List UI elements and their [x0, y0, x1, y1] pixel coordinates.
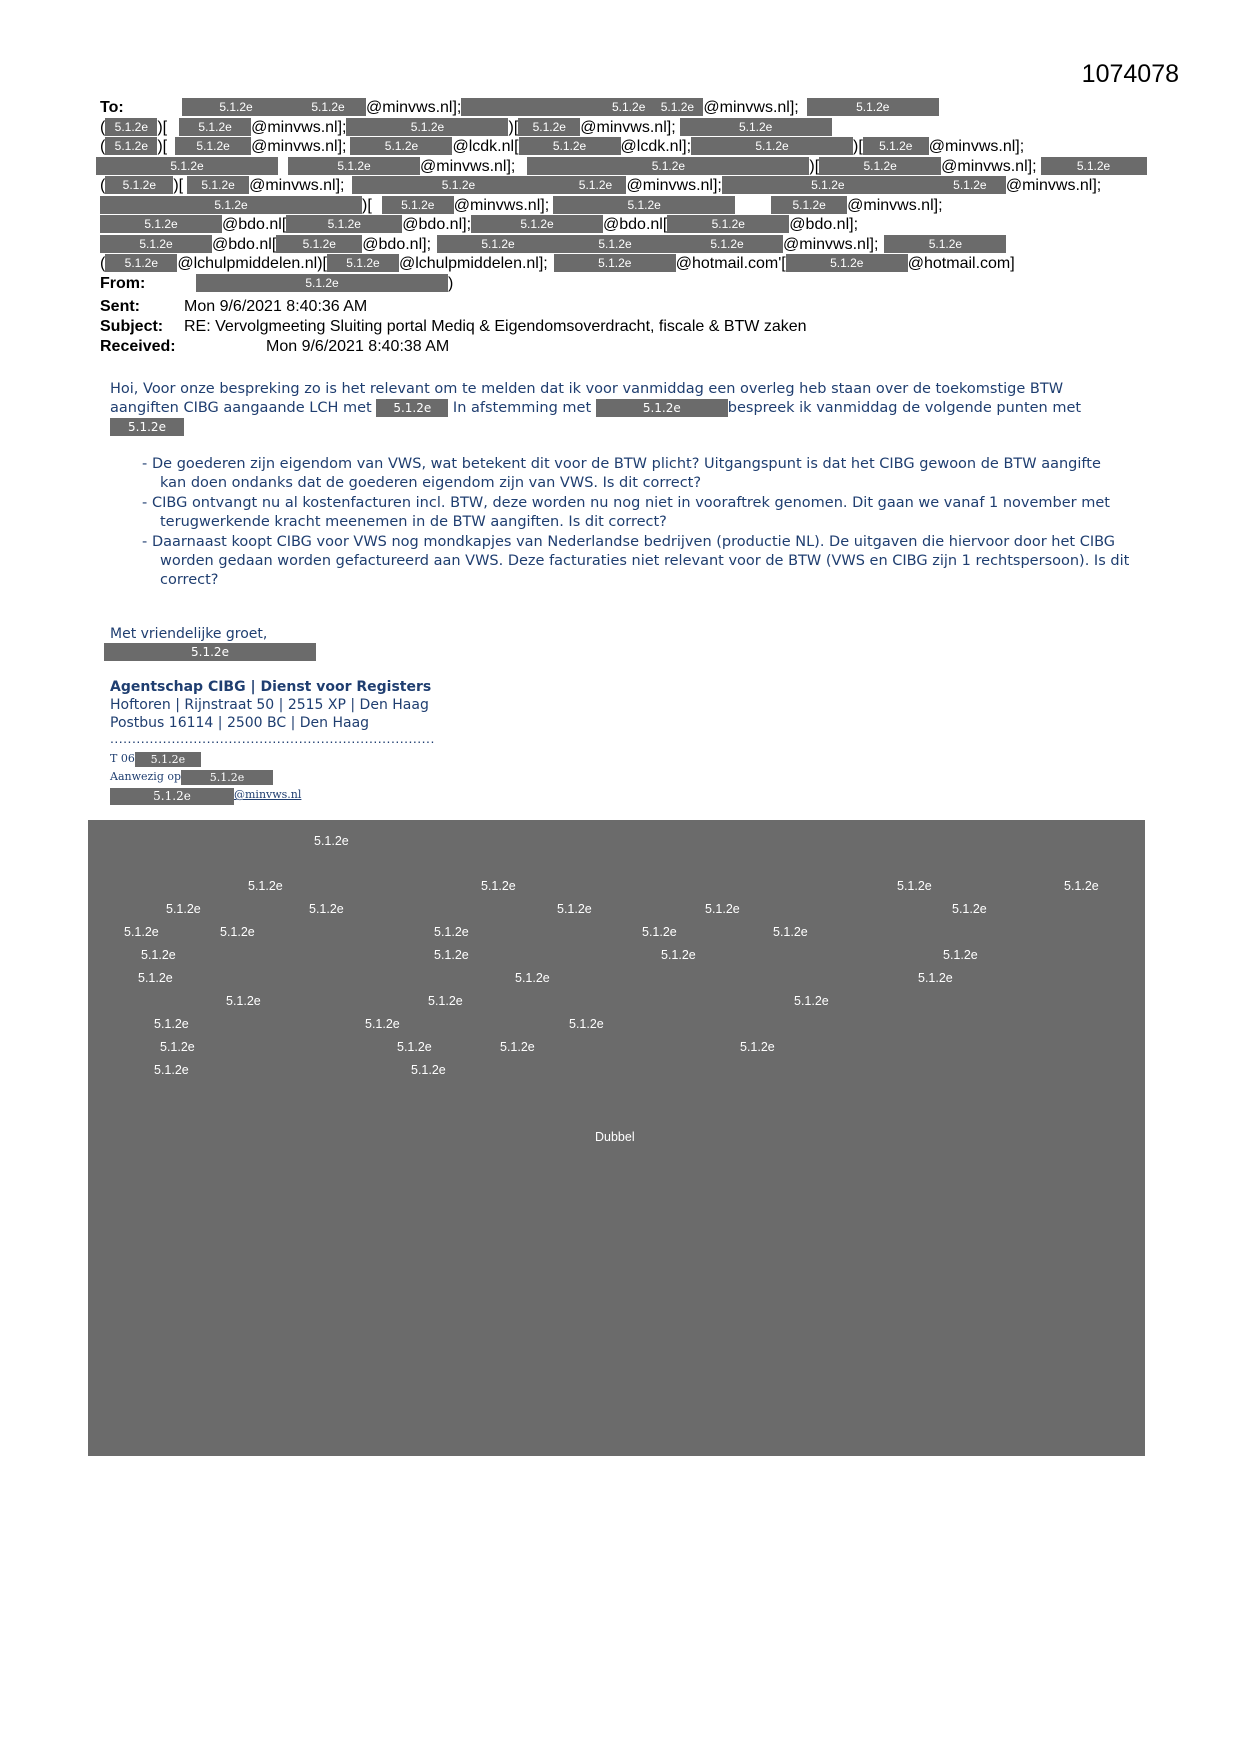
redaction: 5.1.2e	[884, 235, 1006, 253]
redaction: 5.1.2e	[179, 118, 251, 136]
list-item	[110, 494, 1130, 532]
email-domain: @minvws.nl];	[580, 118, 676, 136]
question-list	[110, 455, 1130, 590]
subject-value: RE: Vervolgmeeting Sluiting portal Mediq & Eigendomsoverdracht, fiscale & BTW zaken	[184, 318, 807, 335]
redaction-tag: 5.1.2e	[411, 1063, 446, 1077]
redaction-tag: 5.1.2e	[309, 902, 344, 916]
redaction-tag: 5.1.2e	[1064, 879, 1099, 893]
redaction: 5.1.2e	[559, 235, 671, 253]
redaction: 5.1.2e	[327, 254, 399, 272]
redaction-tag: 5.1.2e	[773, 925, 808, 939]
list-item-text: - De goederen zijn eigendom van VWS, wat betekent dit voor de BTW plicht? Uitgangspunt is dat het CIBG gewoon de BTW aangifte kan doen ondanks dat de goederen eigendom zijn van VWS. Is dit correct?	[152, 456, 1101, 491]
presence-row	[110, 770, 273, 785]
redaction: 5.1.2e	[104, 643, 316, 661]
presence-label: Aanwezig op	[110, 770, 182, 783]
paren: (	[100, 118, 106, 136]
email-domain: @minvws.nl];	[249, 177, 345, 194]
from-line	[100, 274, 1140, 294]
to-line-7	[100, 215, 1140, 235]
redaction-tag: 5.1.2e	[160, 1040, 195, 1054]
list-item-text: - CIBG ontvangt nu al kostenfacturen incl. BTW, deze worden nu nog niet in vooraftrek genomen. Dit gaan we vanaf 1 november met terugwerkende kracht meenemen in de BTW aangiften. Is dit correct?	[152, 495, 1110, 530]
email-domain: @bdo.nl];	[402, 216, 472, 233]
email-domain: @minvws.nl];	[941, 157, 1037, 175]
redaction-tag: 5.1.2e	[434, 925, 469, 939]
agency-name: Agentschap CIBG | Dienst voor Registers	[110, 679, 432, 695]
redaction-tag: 5.1.2e	[428, 994, 463, 1008]
redaction: 5.1.2e	[96, 157, 278, 175]
visit-address: Hoftoren | Rijnstraat 50 | 2515 XP | Den Haag	[110, 697, 429, 713]
paren: )	[448, 274, 454, 292]
redaction: 5.1.2e	[196, 274, 448, 292]
email-domain: @minvws.nl];	[626, 177, 722, 194]
redaction: 5.1.2e	[105, 176, 173, 194]
email-link[interactable]: @minvws.nl	[234, 788, 302, 801]
redaction-tag: 5.1.2e	[918, 971, 953, 985]
redaction: 5.1.2e	[352, 176, 564, 194]
to-line-9	[100, 254, 1140, 274]
redaction: 5.1.2e	[346, 118, 508, 136]
email-row	[110, 788, 301, 805]
bracket: )[	[508, 118, 519, 136]
redaction: 5.1.2e	[135, 752, 201, 767]
phone-row	[110, 752, 201, 767]
redaction-tag: 5.1.2e	[952, 902, 987, 916]
redaction: 5.1.2e	[100, 235, 212, 253]
redaction-tag: 5.1.2e	[166, 902, 201, 916]
closing	[110, 626, 316, 661]
sent-label: Sent:	[100, 298, 140, 315]
redaction: 5.1.2e	[100, 215, 222, 233]
redaction: 5.1.2e	[554, 254, 676, 272]
redaction-tag: 5.1.2e	[154, 1017, 189, 1031]
to-line-6	[100, 196, 1140, 216]
intro-text: In afstemming met	[452, 400, 592, 416]
sent-value: Mon 9/6/2021 8:40:36 AM	[184, 298, 368, 315]
redaction: 5.1.2e	[527, 157, 809, 175]
redaction: 5.1.2e	[110, 418, 184, 436]
redaction-tag: 5.1.2e	[705, 902, 740, 916]
redaction: 5.1.2e	[286, 215, 402, 233]
redaction: 5.1.2e	[667, 215, 789, 233]
redaction-tag: 5.1.2e	[154, 1063, 189, 1077]
redaction-tag: 5.1.2e	[481, 879, 516, 893]
email-domain: @minvws.nl];	[251, 138, 347, 155]
bracket: )[	[809, 157, 820, 175]
redaction-tag: 5.1.2e	[569, 1017, 604, 1031]
redacted-block	[88, 820, 1145, 1456]
redaction-tag: 5.1.2e	[642, 925, 677, 939]
redaction: 5.1.2e	[553, 196, 735, 214]
email-domain: @minvws.nl];	[251, 118, 347, 136]
redaction: 5.1.2e	[276, 235, 362, 253]
redaction: 5.1.2e	[1041, 157, 1147, 175]
redaction: 5.1.2e	[175, 137, 251, 155]
redaction-tag: 5.1.2e	[515, 971, 550, 985]
redaction: 5.1.2e	[105, 118, 157, 136]
redaction-tag: 5.1.2e	[220, 925, 255, 939]
email-domain: @bdo.nl[	[222, 216, 287, 233]
paren: (	[100, 138, 106, 155]
redaction: 5.1.2e	[376, 399, 448, 417]
redaction-tag: 5.1.2e	[248, 879, 283, 893]
email-domain: @lcdk.nl];	[620, 138, 692, 155]
subject-label: Subject:	[100, 318, 164, 335]
redaction-tag: 5.1.2e	[226, 994, 261, 1008]
to-line-5	[100, 176, 1140, 196]
list-item-text: - Daarnaast koopt CIBG voor VWS nog mondkapjes van Nederlandse bedrijven (productie NL). De uitgaven die hiervoor door het CIBG worden gedaan worden gefactureerd aan VWS. Deze facturaties niet relevant voor de BTW (VWS en CIBG zijn 1 rechtspersoon). Is dit correct?	[152, 534, 1130, 588]
redaction-tag: 5.1.2e	[141, 948, 176, 962]
redaction: 5.1.2e	[110, 788, 234, 805]
intro-text: Hoi, Voor onze bespreking zo is het relevant om te melden dat ik voor vanmiddag een overleg heb staan over de toekomstige BTW aangiften CIBG aangaande LCH met	[110, 381, 1064, 416]
redaction: 5.1.2e	[691, 137, 853, 155]
bracket: )[	[853, 138, 863, 155]
redaction: 5.1.2e	[651, 98, 703, 116]
closing-text: Met vriendelijke groet,	[110, 626, 268, 642]
from-label: From:	[100, 274, 146, 292]
email-body	[110, 380, 1130, 591]
email-domain: @lcdk.nl[	[452, 138, 519, 155]
redaction: 5.1.2e	[518, 118, 580, 136]
redaction: 5.1.2e	[471, 215, 603, 233]
redaction-tag: 5.1.2e	[365, 1017, 400, 1031]
redaction-tag: 5.1.2e	[434, 948, 469, 962]
signature-block	[110, 678, 431, 732]
redaction-tag: 5.1.2e	[314, 834, 349, 848]
redaction: 5.1.2e	[819, 157, 941, 175]
email-header	[100, 98, 1140, 293]
paren: (	[100, 255, 106, 272]
email-domain: @minvws.nl];	[420, 157, 516, 175]
redaction-tag: 5.1.2e	[794, 994, 829, 1008]
redaction: 5.1.2e	[934, 176, 1006, 194]
email-domain: @hotmail.com]	[907, 255, 1015, 272]
redaction: 5.1.2e	[182, 98, 290, 116]
divider: ..........................................................................	[110, 730, 435, 746]
redaction-tag: 5.1.2e	[397, 1040, 432, 1054]
redaction: 5.1.2e	[105, 254, 177, 272]
email-domain: @minvws.nl];	[847, 196, 943, 214]
bracket: )[	[362, 196, 372, 214]
redaction: 5.1.2e	[437, 235, 559, 253]
redaction: 5.1.2e	[680, 118, 832, 136]
received-value: Mon 9/6/2021 8:40:38 AM	[266, 338, 450, 355]
email-domain: @bdo.nl[	[212, 235, 277, 253]
redaction: 5.1.2e	[350, 137, 452, 155]
received-label: Received:	[100, 338, 176, 355]
subject-row	[100, 318, 807, 336]
redaction: 5.1.2e	[382, 196, 454, 214]
to-line-1	[100, 98, 1140, 118]
list-item	[110, 533, 1130, 590]
redaction-tag: 5.1.2e	[124, 925, 159, 939]
to-line-3	[100, 137, 1140, 157]
intro-text: bespreek ik vanmiddag de volgende punten met	[727, 400, 1082, 416]
redaction: 5.1.2e	[105, 137, 157, 155]
redaction-tag: 5.1.2e	[557, 902, 592, 916]
paren: (	[100, 177, 106, 194]
redaction: 5.1.2e	[100, 196, 362, 214]
email-domain: @lchulpmiddelen.nl];	[398, 255, 548, 272]
redaction-tag: 5.1.2e	[740, 1040, 775, 1054]
document-id: 1074078	[1081, 60, 1179, 88]
duplicate-label: Dubbel	[595, 1130, 635, 1144]
email-domain: @minvws.nl];	[366, 99, 462, 116]
redaction: 5.1.2e	[671, 235, 783, 253]
email-domain: @minvws.nl];	[928, 138, 1025, 155]
redaction-tag: 5.1.2e	[500, 1040, 535, 1054]
redaction-tag: 5.1.2e	[138, 971, 173, 985]
email-domain: @bdo.nl];	[362, 235, 432, 253]
email-domain: @minvws.nl];	[703, 99, 799, 116]
to-label: To:	[100, 99, 124, 116]
redaction-tag: 5.1.2e	[943, 948, 978, 962]
redaction: 5.1.2e	[863, 137, 929, 155]
sent-row	[100, 298, 367, 316]
email-domain: @minvws.nl];	[783, 235, 879, 253]
bracket: )[	[157, 118, 168, 136]
redaction: 5.1.2e	[519, 137, 621, 155]
redaction: 5.1.2e	[461, 98, 651, 116]
list-item	[110, 455, 1130, 493]
to-line-2	[100, 118, 1140, 138]
redaction: 5.1.2e	[187, 176, 249, 194]
redaction: 5.1.2e	[771, 196, 847, 214]
bracket: )[	[173, 177, 184, 194]
intro-paragraph	[110, 380, 1130, 437]
to-line-8	[100, 235, 1140, 255]
postal-address: Postbus 16114 | 2500 BC | Den Haag	[110, 715, 370, 731]
redaction: 5.1.2e	[288, 157, 420, 175]
redaction-tag: 5.1.2e	[897, 879, 932, 893]
phone-prefix: T 06	[110, 752, 135, 765]
email-domain: @lchulpmiddelen.nl)[	[177, 255, 327, 272]
email-domain: @minvws.nl];	[1005, 177, 1102, 194]
redaction: 5.1.2e	[596, 399, 728, 417]
redaction: 5.1.2e	[786, 254, 908, 272]
email-domain: @bdo.nl[	[603, 216, 668, 233]
redaction: 5.1.2e	[807, 98, 939, 116]
bracket: )[	[157, 138, 168, 155]
email-domain: @bdo.nl];	[789, 216, 859, 233]
redaction: 5.1.2e	[564, 176, 626, 194]
to-line-4	[100, 157, 1140, 177]
redaction-tag: 5.1.2e	[661, 948, 696, 962]
received-row	[100, 338, 449, 356]
redaction: 5.1.2e	[290, 98, 366, 116]
redaction: 5.1.2e	[181, 770, 273, 785]
redaction: 5.1.2e	[722, 176, 934, 194]
email-domain: @hotmail.com'[	[675, 255, 786, 272]
email-domain: @minvws.nl];	[453, 196, 550, 214]
